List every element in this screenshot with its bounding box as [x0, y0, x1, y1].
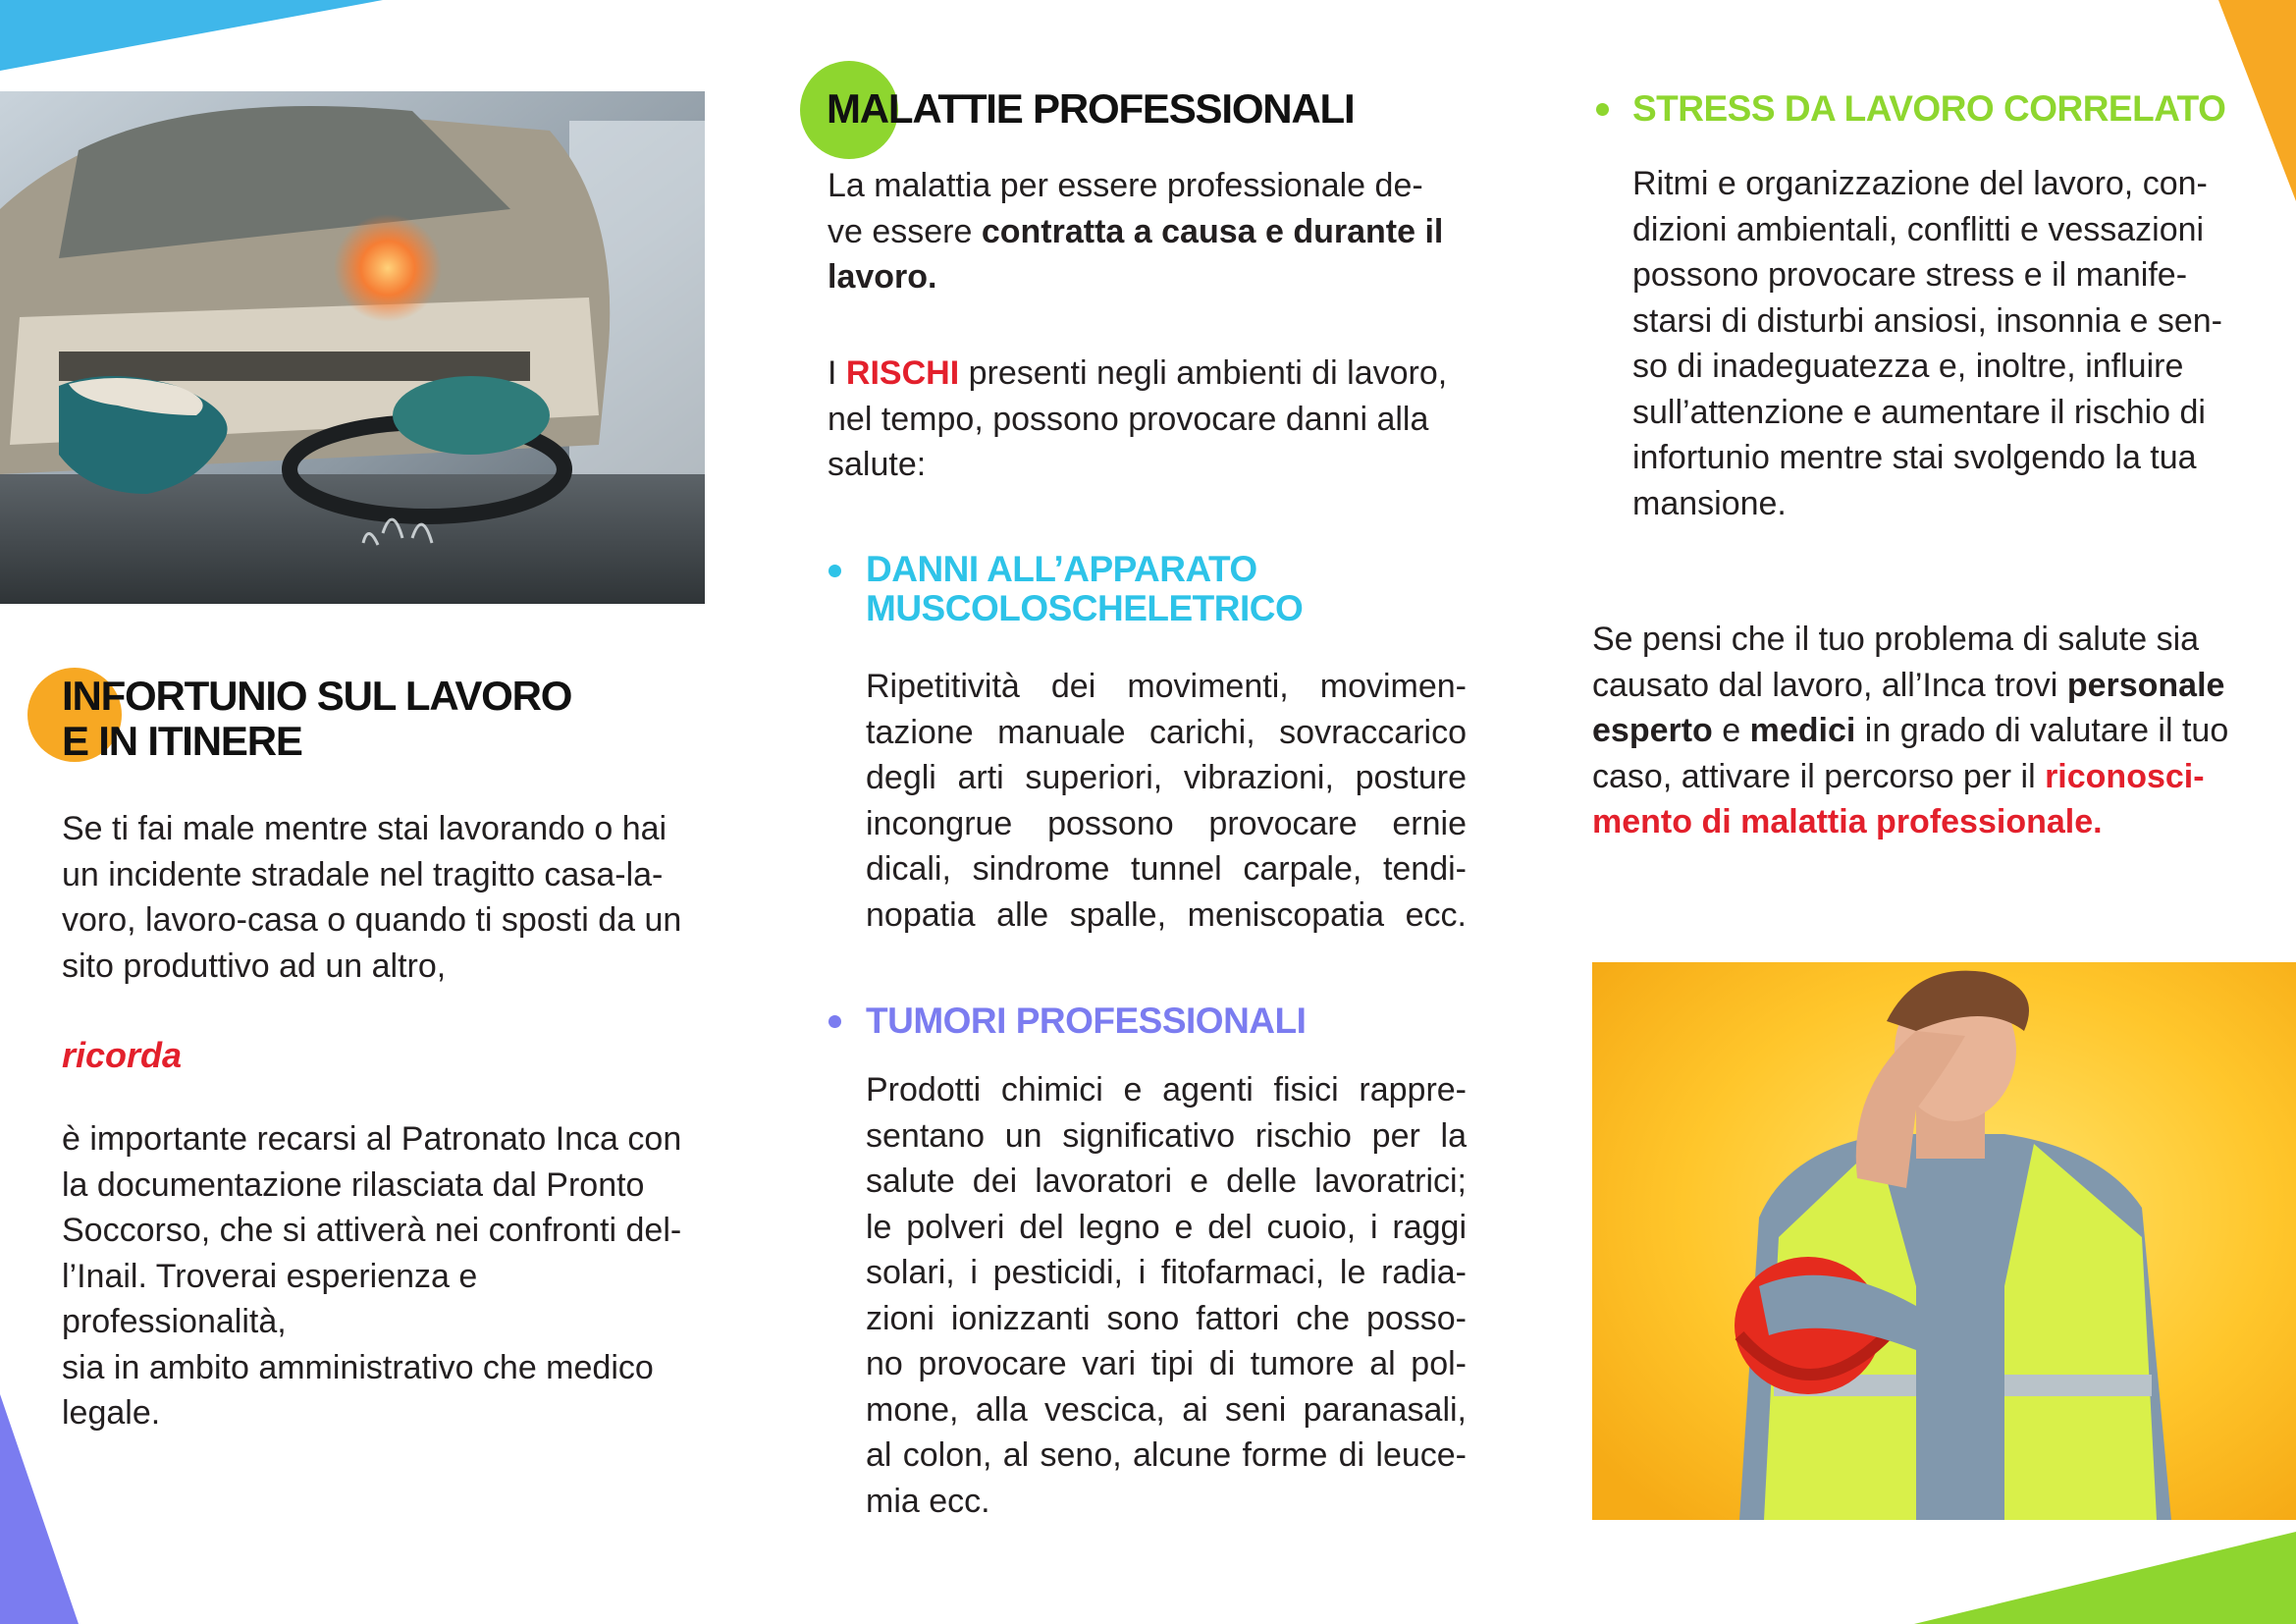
- text-line: Prodotti chimici e agenti fisici rappre-: [866, 1071, 1467, 1109]
- red-bold-text: mento di malattia professionale.: [1592, 803, 2103, 840]
- red-bold-text: riconosci-: [2045, 757, 2205, 795]
- text-line: l’Inail. Troverai esperienza e professionalità,: [62, 1257, 478, 1340]
- text-line: un incidente stradale nel tragitto casa-la-: [62, 855, 664, 893]
- text-line: tazione manuale carichi, sovraccarico: [866, 713, 1467, 751]
- stress-body: [1632, 161, 2233, 526]
- bold-text: contratta a causa e durante il: [981, 212, 1444, 250]
- rischi-highlight: RISCHI: [845, 354, 960, 392]
- text-line: Se pensi che il tuo problema di salute sia: [1592, 621, 2200, 658]
- heading-line: E IN ITINERE: [62, 718, 302, 764]
- car-crash-photo: [0, 91, 705, 604]
- text-line: [1592, 663, 2240, 709]
- text-fragment: ve essere: [828, 212, 982, 250]
- section-heading-infortunio: [62, 674, 571, 764]
- text-line: legale.: [62, 1394, 161, 1432]
- section-heading-malattie: MALATTIE PROFESSIONALI: [827, 85, 1355, 132]
- text-fragment: in grado di valutare il tuo: [1855, 712, 2229, 749]
- text-fragment: causato dal lavoro, all’Inca trovi: [1592, 666, 2067, 704]
- text-line: [828, 351, 1475, 397]
- bullet-title-line: DANNI ALL’APPARATO: [866, 549, 1257, 589]
- text-line: so di inadeguatezza e, inoltre, influire: [1632, 348, 2184, 385]
- stressed-worker-photo: [1592, 962, 2296, 1520]
- bold-text: esperto: [1592, 712, 1713, 749]
- text-line: solari, i pesticidi, i fitofarmaci, le radia-: [866, 1254, 1467, 1291]
- text-line: possono provocare stress e il manife-: [1632, 256, 2188, 294]
- text-line: La malattia per essere professionale de-: [828, 167, 1423, 204]
- text-line: dicali, sindrome tunnel carpale, tendi-: [866, 850, 1467, 888]
- text-fragment: I: [828, 354, 846, 392]
- text-line: salute:: [828, 446, 927, 483]
- text-line: [828, 209, 1475, 255]
- text-line: sull’attenzione e aumentare il rischio di: [1632, 393, 2206, 431]
- text-line: la documentazione rilasciata dal Pronto: [62, 1165, 645, 1204]
- text-fragment: caso, attivare il percorso per il: [1592, 757, 2046, 795]
- text-line: dizioni ambientali, conflitti e vessazioni: [1632, 210, 2205, 248]
- text-line: zioni ionizzanti sono fattori che posso-: [866, 1299, 1467, 1337]
- text-line: sito produttivo ad un altro,: [62, 947, 447, 985]
- bullet-title-stress: STRESS DA LAVORO CORRELATO: [1632, 88, 2226, 129]
- text-line: è importante recarsi al Patronato Inca con: [62, 1120, 682, 1158]
- decorative-corner-bottom-right: [1914, 1532, 2296, 1624]
- text-line: nopatia alle spalle, meniscopatia ecc.: [866, 895, 1467, 934]
- text-line: mone, alla vescica, ai seni paranasali,: [866, 1390, 1467, 1429]
- text-line: degli arti superiori, vibrazioni, posture: [866, 759, 1467, 796]
- text-line: nel tempo, possono provocare danni alla: [828, 400, 1429, 438]
- bold-text: personale: [2066, 666, 2225, 704]
- bullet-dot-icon: [828, 565, 841, 577]
- rischi-paragraph: [828, 351, 1475, 488]
- malattie-intro: [828, 163, 1475, 300]
- text-line: Se ti fai male mentre stai lavorando o hai: [62, 810, 667, 847]
- decorative-corner-top-left: [0, 0, 393, 79]
- text-line: mia ecc.: [866, 1482, 990, 1520]
- closing-paragraph: [1592, 617, 2240, 845]
- heading-line: INFORTUNIO SUL LAVORO: [62, 673, 572, 719]
- text-line: voro, lavoro-casa o quando ti sposti da un: [62, 901, 682, 939]
- ricorda-emphasis: ricorda: [62, 1035, 183, 1075]
- bullet-title-line: MUSCOLOSCHELETRICO: [866, 588, 1304, 628]
- text-line: Ripetitività dei movimenti, movimen-: [866, 668, 1467, 705]
- text-line: salute dei lavoratori e delle lavoratrici;: [866, 1163, 1467, 1200]
- text-line: al colon, al seno, alcune forme di leuce-: [866, 1436, 1467, 1474]
- bullet-title-tumori: TUMORI PROFESSIONALI: [866, 1001, 1307, 1041]
- infortunio-intro: [62, 806, 705, 989]
- text-line: incongrue possono provocare ernie: [866, 804, 1467, 842]
- text-line: infortunio mentre stai svolgendo la tua: [1632, 439, 2197, 476]
- text-line: sia in ambito amministrativo che medico: [62, 1348, 654, 1386]
- bullet-dot-icon: [1596, 103, 1609, 116]
- danni-body: [866, 664, 1467, 938]
- infortunio-body: [62, 1116, 710, 1436]
- text-line: no provocare vari tipi di tumore al pol-: [866, 1345, 1467, 1382]
- text-line: le polveri del legno e del cuoio, i raggi: [866, 1208, 1467, 1246]
- tumori-body: [866, 1067, 1467, 1524]
- text-line: starsi di disturbi ansiosi, insonnia e sen-: [1632, 301, 2222, 340]
- text-line: Ritmi e organizzazione del lavoro, con-: [1632, 165, 2208, 202]
- bullet-title-danni: [866, 550, 1303, 628]
- bullet-dot-icon: [828, 1015, 841, 1028]
- text-line: Soccorso, che si attiverà nei confronti del-: [62, 1212, 682, 1249]
- text-line: [1592, 754, 2240, 800]
- text-line: mansione.: [1632, 484, 1787, 522]
- text-fragment: e: [1712, 712, 1750, 749]
- bold-text: lavoro.: [828, 258, 937, 296]
- bold-text: medici: [1749, 712, 1856, 749]
- text-line: sentano un significativo rischio per la: [866, 1116, 1467, 1155]
- text-line: [1592, 708, 2240, 754]
- text-fragment: presenti negli ambienti di lavoro,: [959, 354, 1448, 392]
